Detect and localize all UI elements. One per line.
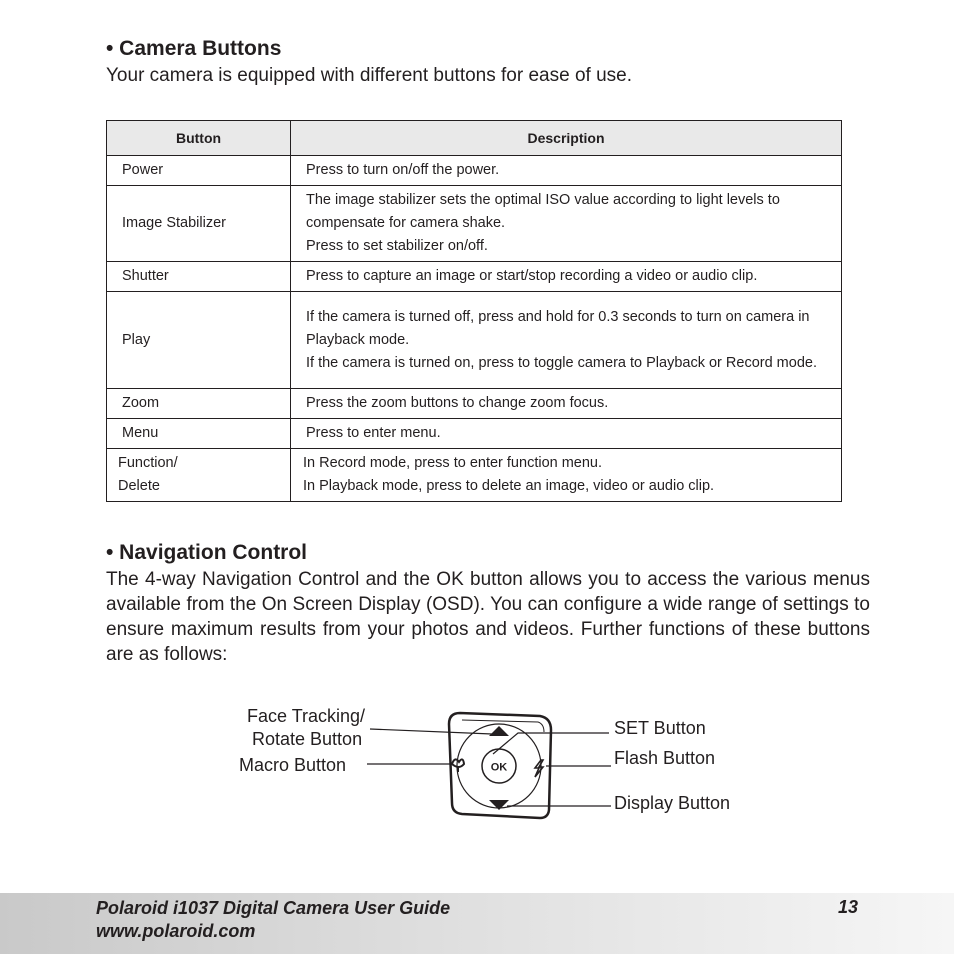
description-text: If the camera is turned off, press and hold for 0.3 seconds to turn on camera in Playback mode.	[306, 308, 810, 348]
table-header-row	[107, 121, 842, 156]
description-text: Press to set stabilizer on/off.	[306, 238, 488, 254]
button-name-cell	[107, 449, 291, 502]
description-cell	[291, 419, 842, 449]
guide-title: Polaroid i1037 Digital Camera User Guide	[96, 898, 451, 918]
description-text: If the camera is turned on, press to toggle camera to Playback or Record mode.	[306, 354, 817, 371]
camera-buttons-table	[106, 120, 842, 502]
section-heading-camera-buttons: • Camera Buttons	[106, 37, 282, 60]
flash-button-label: Flash Button	[614, 748, 716, 768]
section-heading-navigation-control: • Navigation Control	[106, 541, 308, 564]
button-name-cell: Image Stabilizer	[107, 186, 291, 262]
table-row	[107, 419, 842, 449]
description-text: The image stabilizer sets the optimal ISO value according to light levels to compensate for camera shake.	[306, 192, 780, 231]
face-tracking-label-line1: Face Tracking/	[247, 706, 366, 726]
table-row	[107, 262, 842, 292]
camera-buttons-intro: Your camera is equipped with different buttons for ease of use.	[106, 65, 632, 86]
description-cell	[291, 156, 842, 186]
button-name-cell: Menu	[107, 419, 291, 449]
button-name-cell: Zoom	[107, 389, 291, 419]
table-row	[107, 292, 842, 389]
button-name-cell: Shutter	[107, 262, 291, 292]
navigation-control-body: The 4-way Navigation Control and the OK button allows you to access the various menus available from the On Screen Display (OSD). You can configure a wide range of settings to ensure maximum results from your photos and videos. Further functions of these buttons are as follows:	[106, 569, 870, 665]
ok-label: OK	[490, 761, 508, 774]
page-number: 13	[838, 897, 859, 917]
website-link[interactable]: www.polaroid.com	[96, 921, 256, 941]
description-cell	[291, 292, 842, 389]
column-header-description: Description	[291, 121, 842, 156]
table-row	[107, 449, 842, 502]
face-tracking-label-line2: Rotate Button	[252, 729, 363, 749]
display-button-label: Display Button	[614, 793, 731, 813]
description-cell	[291, 389, 842, 419]
table-row	[107, 389, 842, 419]
table-row	[107, 186, 842, 262]
description-text: In Record mode, press to enter function menu.	[303, 455, 603, 471]
button-name-cell: Power	[107, 156, 291, 186]
set-button-label: SET Button	[614, 718, 706, 738]
navigation-control-diagram	[0, 700, 954, 830]
description-cell	[291, 262, 842, 292]
macro-button-label: Macro Button	[239, 755, 347, 775]
navigation-pad-illustration	[0, 700, 954, 830]
description-text: In Playback mode, press to delete an image, video or audio clip.	[303, 478, 715, 494]
column-header-button: Button	[107, 121, 291, 156]
table-row	[107, 156, 842, 186]
description-text: Press the zoom buttons to change zoom focus.	[306, 395, 609, 411]
description-cell	[291, 449, 842, 502]
description-text: Press to enter menu.	[306, 425, 441, 441]
button-name-text: Function/ Delete	[118, 455, 178, 494]
button-name-cell: Play	[107, 292, 291, 389]
description-cell	[291, 186, 842, 262]
description-text: Press to capture an image or start/stop recording a video or audio clip.	[306, 268, 758, 284]
description-text: Press to turn on/off the power.	[306, 162, 500, 178]
footer-title	[96, 897, 450, 943]
page-footer	[0, 893, 954, 954]
